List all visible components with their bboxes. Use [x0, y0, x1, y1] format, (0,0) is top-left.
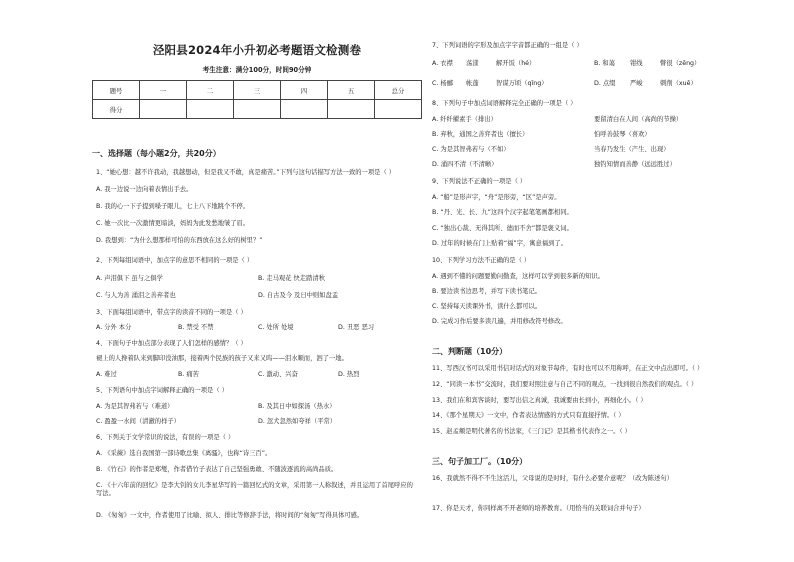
question-stem: 3、下面每组词语中，带点字的读音不同的一项是（ ） [96, 309, 247, 316]
score-header-cell: 四 [281, 81, 328, 100]
answer-option[interactable]: B. 及其日中如探汤（热水） [258, 403, 336, 410]
section-heading-judgement: 二、判断题（10分） [432, 347, 508, 356]
answer-option-detail: 当春乃发生（产生、出现） [594, 146, 670, 153]
answer-option[interactable]: C. “独出心裁、无得其所、德而不舍”都是褒义词。 [432, 225, 573, 232]
question-stem: 8、下列句子中加点词语解释完全正确的一项是（ ） [432, 100, 577, 107]
score-cell[interactable] [375, 100, 422, 119]
section-heading-choice: 一、选择题（每小题2分，共20分） [92, 149, 221, 158]
answer-option-detail: 要留清白在人间（高尚的节操） [594, 116, 683, 123]
answer-option[interactable]: D. 热烈 [338, 371, 360, 378]
answer-option-word: 解开饭（hé） [496, 60, 536, 67]
answer-option-word: 钳线 [630, 60, 643, 67]
answer-option[interactable]: C. 杨郦 [432, 80, 453, 87]
score-table-header-row [93, 81, 422, 100]
answer-option[interactable]: C. 《十六年前的回忆》是李大钊的女儿李星华写的一篇回忆式的文章，采用第一人称叙述，并且运用了首尾呼应的写法。 [96, 482, 413, 497]
answer-option[interactable]: D. 涌四不清（不清晰） [432, 161, 498, 168]
answer-option[interactable]: A. 《采薇》选自我国第一部诗歌总集《离骚》，也称“诗三百”。 [96, 450, 272, 457]
score-header-cell: 五 [328, 81, 375, 100]
answer-option-word: 刺削（xuē） [660, 80, 697, 87]
answer-option[interactable]: A. 难过 [96, 371, 117, 378]
answer-option[interactable]: D. 丑恶 恶习 [338, 324, 375, 331]
question-stem: 9、下列说法不正确的一项是（ ） [432, 178, 527, 185]
page-title: 泾阳县2024年小升初必考题语文检测卷 [152, 43, 362, 57]
answer-option[interactable]: C. 盈盈一水间（清澈的样子） [96, 418, 180, 425]
question-stem: 4、下面句子中加点部分表现了人们怎样的感情？（ ） [96, 340, 247, 347]
answer-option[interactable]: A. 声泪俱下 虽与之俱学 [96, 275, 163, 282]
answer-option[interactable]: A. 分外 本分 [96, 324, 132, 331]
score-cell[interactable] [140, 100, 187, 119]
answer-option[interactable]: D. 自古及今 及日中则如盘盂 [258, 292, 339, 299]
answer-option[interactable]: C. 激动、兴奋 [258, 371, 298, 378]
answer-option[interactable]: B. 走马观花 快走踏清秋 [258, 275, 325, 282]
answer-option[interactable]: B. 和蔼 [594, 60, 615, 67]
sentence-task[interactable]: 16、我就然不得不不生这活儿，父母说的是时时，有什么必要介意呢？（改为陈述句） [432, 475, 673, 482]
sentence-task[interactable]: 17、你是天才，你同样离不开老师的培养教育。（用恰当的关联词合并句子） [432, 505, 645, 512]
answer-option[interactable]: A. “船”是形声字，“舟”是形旁，“区”是声旁。 [432, 194, 561, 201]
answer-option[interactable]: C. 处所 处境 [258, 324, 294, 331]
answer-option[interactable]: D. 过年的时候在门上贴着“福”字，寓意福到了。 [432, 240, 568, 247]
question-stem: 5、下列语句中加点字词解释正确的一项是（ ） [96, 387, 228, 394]
answer-option[interactable]: D. 忽犬忽然如夸祥（平常） [258, 418, 337, 425]
question-stem: 1、“她心想：越不许我动，我越想动，但是我又不敢，真是痛苦。”下列与这句话描写方法一致的一项是（ ） [96, 169, 396, 176]
answer-option[interactable]: C. 与人为善 涌泪之善弃者也 [96, 292, 176, 299]
score-header-cell: 二 [187, 81, 234, 100]
score-header-cell: 三 [234, 81, 281, 100]
answer-option[interactable]: C. 为是其智弗若与（不如） [432, 146, 510, 153]
answer-option-detail: 独钓知情而善静（远远胜过） [594, 161, 676, 168]
answer-option[interactable]: D. 《匆匆》一文中，作者使用了比喻、拟人、排比等修辞手法，将时间的“匆匆”写得具体可感。 [96, 512, 364, 519]
score-cell[interactable] [187, 100, 234, 119]
score-header-cell: 总分 [375, 81, 422, 100]
answer-option[interactable]: A. 遇到不懂的问题要勤问勤查，这样可以学到很多新的知识。 [432, 273, 604, 280]
score-table-score-row [93, 100, 422, 119]
answer-option-word: 荡漾 [466, 60, 479, 67]
answer-option[interactable]: C. 坚持每天读课外书，读什么都可以。 [432, 303, 542, 310]
judgement-item[interactable]: 15、赵孟頫是明代著名的书法家，《三门记》是其楷书代表作之一。（ ） [432, 428, 631, 435]
answer-option[interactable]: B. 痛苦 [178, 371, 199, 378]
answer-option[interactable]: D. 点缀 [594, 80, 616, 87]
score-table [92, 80, 422, 119]
score-header-cell: 题号 [93, 81, 140, 100]
judgement-item[interactable]: 12、“同读一本书”交流时，我们要对照注意与自己不同的观点，一找到很自然我们的观点。（ ） [432, 381, 698, 388]
answer-option-detail: 怕呼善鼓琴（喜欢） [594, 131, 651, 138]
answer-option[interactable]: B. 《竹石》的作者是郑燮，作者借竹子表达了自己坚强勇敢、不随波逐流的高尚品质。 [96, 466, 338, 473]
question-stem: 2、下列每组词语中，加点字的意思不相同的一项是（ ） [96, 257, 254, 264]
answer-option[interactable]: D. 完成习作后要多读几遍，并用修改符号修改。 [432, 318, 567, 325]
score-header-cell: 一 [140, 81, 187, 100]
answer-option-word: 严峻 [630, 80, 643, 87]
answer-option[interactable]: A. 为是其智弗若与（难道） [96, 403, 174, 410]
question-stem: 10、下列学习方法不正确的是（ ） [432, 257, 531, 264]
score-cell[interactable] [234, 100, 281, 119]
score-cell[interactable] [328, 100, 375, 119]
answer-option-word: 帐蓬 [466, 80, 479, 87]
question-passage: 褪上的人搀着队来到脚印没油那，接着两个民族的孩子又来又呜——泪水顺而，泗了一地。 [96, 355, 348, 362]
answer-option[interactable]: A. 衣襟 [432, 60, 453, 67]
answer-option[interactable]: D. 我想到：“为什么想那样可怕的东西放在这么好的树里？” [96, 237, 263, 244]
answer-option[interactable]: B. “丹、光、长、九”这四个汉字起笔笔画都相同。 [432, 209, 573, 216]
judgement-item[interactable]: 14、《那个星期天》一文中，作者表达情感的方式只有直接抒情。（ ） [432, 412, 625, 419]
score-cell[interactable] [281, 100, 328, 119]
answer-option[interactable]: B. 我的心一下子提到嗓子眼儿，七上八下地跳个不停。 [96, 203, 250, 210]
answer-option-word: 智谋万顷（qīng） [496, 80, 548, 87]
answer-option-word: 瞥很（zēng） [660, 60, 701, 67]
answer-option[interactable]: B. 要边读书边思考，并写下读书笔记。 [432, 288, 542, 295]
answer-option[interactable]: B. 禁受 不禁 [178, 324, 214, 331]
section-heading-sentences: 三、句子加工厂。（10分） [432, 457, 528, 466]
answer-option[interactable]: C. 她一次比一次激情更暗淡，妈妈为此发愁地皱了眉。 [96, 220, 250, 227]
answer-option[interactable]: A. 纤纤擢素手（排出） [432, 116, 497, 123]
question-stem: 7、下列词语的字形及加点字字音都正确的一组是（ ） [432, 42, 583, 49]
score-row-label: 得分 [93, 100, 140, 119]
question-stem: 6、下列关于文学常识的说法，有误的一项是（ ） [96, 434, 235, 441]
judgement-item[interactable]: 11、写西汉书可以采用书信对话式的对象节每件，有时也可以不用称呼，在正文中点出即可。（ ） [432, 365, 704, 372]
judgement-item[interactable]: 13、我们在和宾客谈时，要写出信之真诚，我诚要由长到小，再细化小。（ ） [432, 397, 647, 404]
exam-notice: 考生注意：满分100分，时间90分钟 [202, 66, 312, 74]
answer-option[interactable]: B. 弃秋，通国之善弈者也（擅长） [432, 131, 529, 138]
answer-option[interactable]: A. 我一边说一边向着表情出手去。 [96, 186, 193, 193]
